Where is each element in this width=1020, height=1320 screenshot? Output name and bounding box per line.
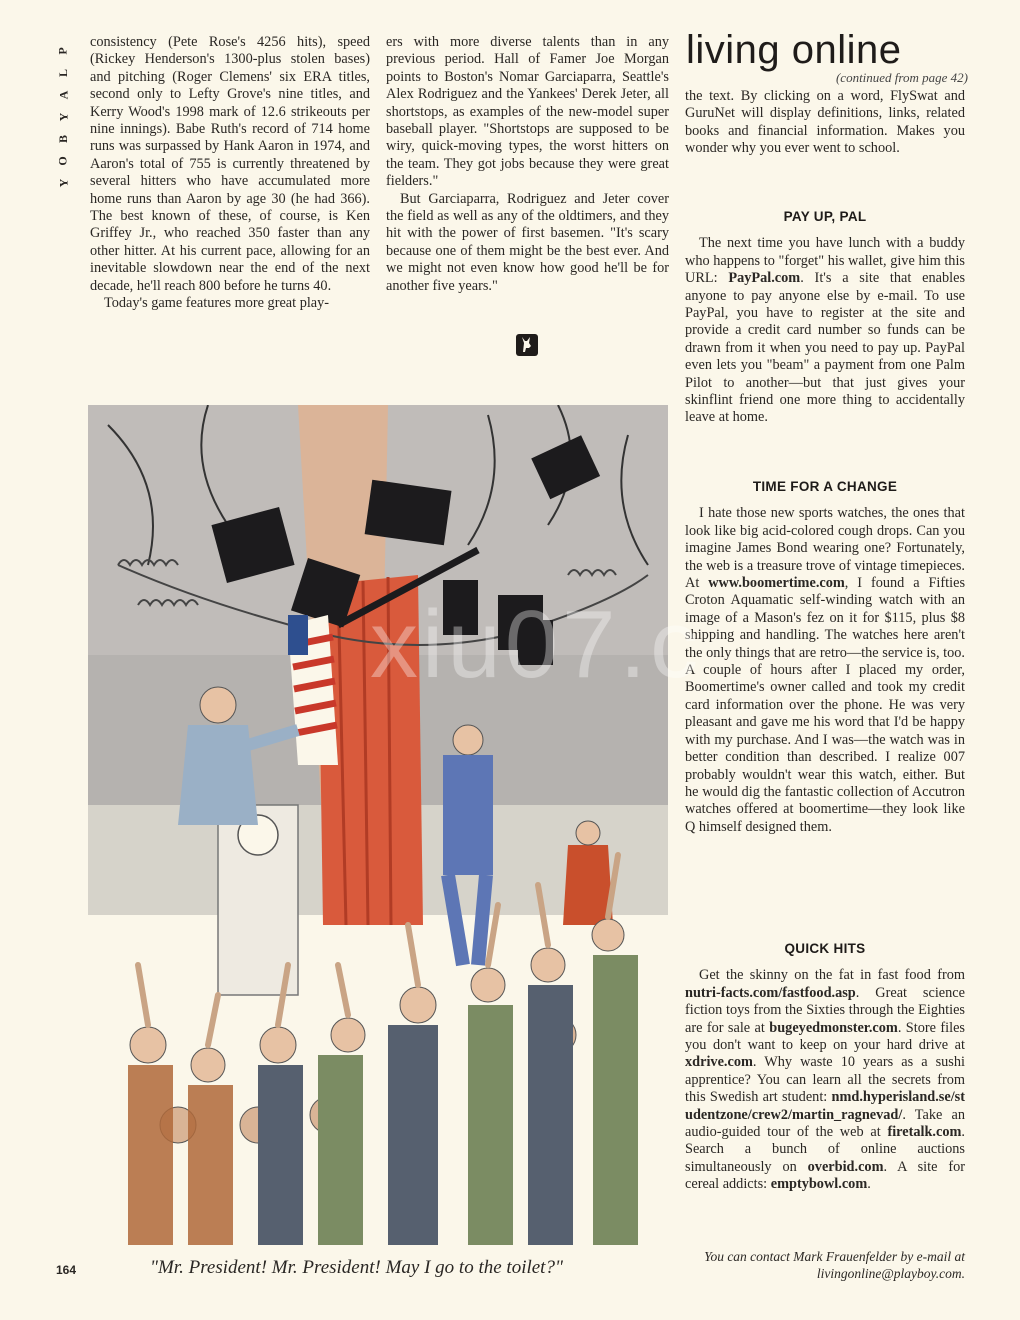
article-column-2 bbox=[386, 34, 669, 295]
rabbit-end-mark-icon bbox=[516, 334, 538, 356]
paragraph: Today's game features more great play- bbox=[104, 295, 330, 312]
url-link[interactable]: xdrive.com bbox=[685, 1054, 753, 1071]
column-title: living online bbox=[686, 28, 902, 72]
text: . It's a site that enables anyone to pay anyone else by e-mail. To use PayPal, you have to register at the site and provide a credit card number so funds can be drawn from it when you need to pay up. PayPal even lets you "beam" a payment from one Palm Pilot to another—but that just gives your skinflint friend one more thing to accidentally leave at home. bbox=[685, 270, 966, 426]
section-pay-up-pal bbox=[685, 208, 965, 427]
spine-letter: A bbox=[55, 90, 70, 100]
text: Get the skinny on the fat in fast food from bbox=[699, 967, 965, 984]
paragraph: But Garciaparra, Rodriguez and Jeter cover the field as well as any of the oldtimers, and they hit with the power of first basemen. "It's scary because one of them might be the best ever. And we might not even know how good he'll be for another five years." bbox=[386, 190, 669, 294]
url-link[interactable]: www.boomertime.com bbox=[708, 575, 845, 592]
url-link[interactable]: overbid.com bbox=[807, 1158, 884, 1175]
article-column-3 bbox=[685, 88, 965, 158]
cartoon-illustration bbox=[88, 405, 668, 1245]
text: . Take an audio-guided tour of the web at bbox=[685, 1106, 965, 1141]
spine-letter: Y bbox=[55, 112, 70, 122]
text: , I found a Fifties Croton Aquamatic self-winding watch with an image of a Mason's fez on it for $115, plus $8 shipping and handling. The watches here aren't the only things that are retro—the service is, too. A couple of hours after I placed my order, Boomertime's owner called and took my credit card information over the phone. He was very pleasant and gave me his word that I'd be happy with my purchase. And I was—the watch was in better condition than described. I realize 007 probably wouldn't wear this watch, either. But he would dig the fantastic collection of Accutron watches offered at boomertime—they look like Q himself designed them. bbox=[685, 575, 966, 835]
watermark-text: xiu07.c bbox=[370, 591, 703, 698]
section-time-for-a-change bbox=[685, 478, 965, 836]
url-link[interactable]: emptybowl.com bbox=[770, 1176, 868, 1193]
text: I hate those new sports watches, the ones that look like big acid-colored cough drops. Can you imagine James Bond wearing one? Fortunately, the web is a treasure trove of vintage timepieces. At bbox=[685, 505, 965, 592]
text: The next time you have lunch with a buddy who happens to "forget" his wallet, give him this URL: bbox=[685, 235, 965, 287]
url-link[interactable]: nutri-facts.com/fastfood.asp bbox=[685, 984, 856, 1001]
text: . Search a bunch of online auctions simultaneously on bbox=[685, 1124, 965, 1175]
section-heading: PAY UP, PAL bbox=[783, 209, 867, 224]
spine-letter: L bbox=[55, 68, 70, 78]
article-column-1 bbox=[90, 34, 370, 313]
cartoon-caption: "Mr. President! Mr. President! May I go to the toilet?" bbox=[150, 1257, 563, 1278]
playboy-spine bbox=[52, 40, 74, 194]
author-contact: You can contact Mark Frauenfelder by e-mail at livingonline@playboy.com. bbox=[704, 1249, 965, 1281]
paragraph bbox=[685, 235, 965, 426]
paragraph: ers with more diverse talents than in any previous period. Hall of Famer Joe Morgan points to Boston's Nomar Garciaparra, Seattle's Alex Rodriguez and the Yankees' Derek Jeter, all shortstops, as examples of the new-model super baseball player. "Shortstops are supposed to be wiry, quick-moving types, the worst hitters on the team. They got jobs because they were great fielders." bbox=[386, 34, 669, 190]
text: . Great science fiction toys from the Sixties through the Eighties are for sale at bbox=[685, 984, 965, 1036]
paragraph bbox=[685, 967, 965, 1193]
paragraph bbox=[685, 505, 965, 836]
paragraph: consistency (Pete Rose's 4256 hits), speed (Rickey Henderson's 1300-plus stolen bases) and pitching (Roger Clemens' six ERA titles, second only to Lefty Grove's nine titles, and Kerry Wood's 1998 mark of 12.6 strikeouts per nine innings). Babe Ruth's record of 714 home runs was surpassed by Hank Aaron in 1974, and Aaron's total of 755 is currently threatened by several hitters who have accumulated more home runs than Aaron by age 30 (he had 366). The best known of these, of course, is Ken Griffey Jr., who reached 350 faster than any other hitter. At his current pace, allowing for an inevitable slowdown near the end of the next decade, he'll reach 800 before he turns 40. bbox=[90, 34, 370, 294]
section-heading: QUICK HITS bbox=[784, 941, 866, 956]
page-number: 164 bbox=[56, 1263, 77, 1277]
spine-letter: P bbox=[56, 47, 70, 55]
url-link[interactable]: nmd.hyperisland.se/studentzone/crew2/martin_ragnevad/ bbox=[685, 1089, 965, 1123]
section-heading: TIME FOR A CHANGE bbox=[752, 479, 898, 494]
spine-letter: O bbox=[56, 156, 70, 166]
continued-note: (continued from page 42) bbox=[835, 70, 968, 85]
text: . Store files you don't want to keep on your hard drive at bbox=[685, 1019, 965, 1054]
text: . bbox=[867, 1176, 871, 1193]
url-link[interactable]: PayPal.com bbox=[728, 270, 801, 287]
paragraph: the text. By clicking on a word, FlySwat and GuruNet will display definitions, links, related books and financial information. Makes you wonder why you ever went to school. bbox=[685, 88, 965, 157]
text: . A site for cereal addicts: bbox=[685, 1158, 965, 1193]
url-link[interactable]: bugeyedmonster.com bbox=[769, 1019, 898, 1036]
url-link[interactable]: firetalk.com bbox=[887, 1124, 962, 1141]
spine-letter: Y bbox=[55, 178, 70, 188]
section-quick-hits bbox=[685, 940, 965, 1194]
spine-letter: B bbox=[55, 134, 70, 144]
text: . Why waste 10 years as a sushi apprentice? You can learn all the secrets from this Swedish art student: bbox=[685, 1054, 965, 1106]
